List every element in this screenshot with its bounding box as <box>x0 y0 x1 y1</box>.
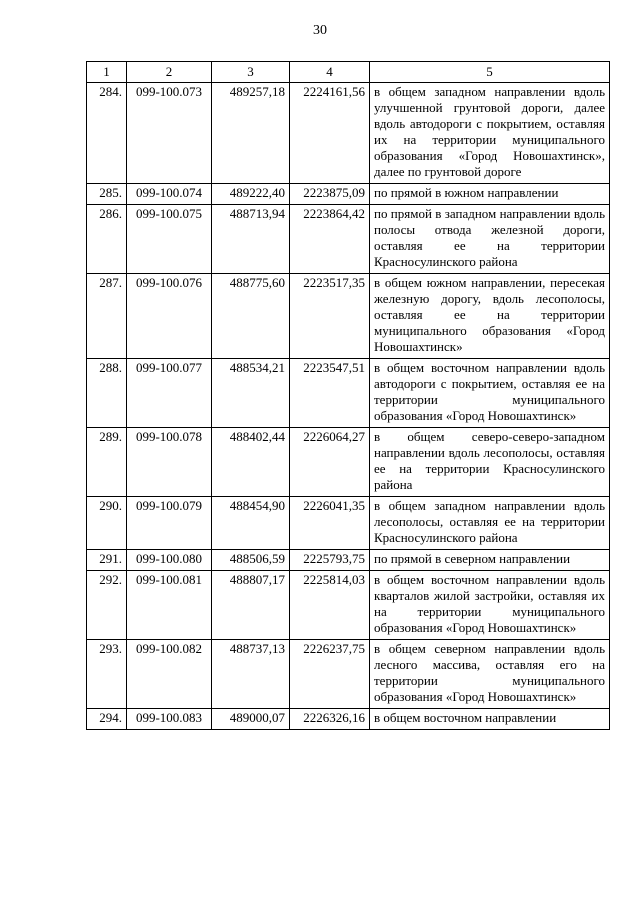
point-code: 099-100.074 <box>127 184 212 205</box>
coordinate-y: 2225793,75 <box>290 550 370 571</box>
table-row <box>87 83 610 184</box>
coordinate-y: 2226064,27 <box>290 428 370 497</box>
coordinate-x: 489222,40 <box>212 184 290 205</box>
boundary-description: по прямой в западном направлении вдоль полосы отвода железной дороги, оставляя ее на территории Красносулинского района <box>370 205 610 274</box>
coordinate-x: 489257,18 <box>212 83 290 184</box>
boundary-description: по прямой в северном направлении <box>370 550 610 571</box>
row-number: 284. <box>87 83 127 184</box>
row-number: 293. <box>87 640 127 709</box>
boundary-description: в общем восточном направлении вдоль кварталов жилой застройки, оставляя их на территории муниципального образования «Город Новошахтинск» <box>370 571 610 640</box>
column-header-3: 3 <box>212 62 290 83</box>
coordinate-x: 489000,07 <box>212 709 290 730</box>
coordinate-x: 488713,94 <box>212 205 290 274</box>
table-row <box>87 205 610 274</box>
point-code: 099-100.078 <box>127 428 212 497</box>
point-code: 099-100.083 <box>127 709 212 730</box>
column-header-2: 2 <box>127 62 212 83</box>
point-code: 099-100.075 <box>127 205 212 274</box>
row-number: 290. <box>87 497 127 550</box>
coordinate-x: 488402,44 <box>212 428 290 497</box>
row-number: 285. <box>87 184 127 205</box>
boundary-description: в общем западном направлении вдоль лесополосы, оставляя ее на территории Красносулинского района <box>370 497 610 550</box>
table-row <box>87 640 610 709</box>
row-number: 288. <box>87 359 127 428</box>
column-header-1: 1 <box>87 62 127 83</box>
coordinate-x: 488737,13 <box>212 640 290 709</box>
point-code: 099-100.080 <box>127 550 212 571</box>
boundary-description: в общем западном направлении вдоль улучшенной грунтовой дороги, далее вдоль автодороги с покрытием, оставляя их на территории муниципального образования «Город Новошахтинск», далее по грунтовой дороге <box>370 83 610 184</box>
coordinate-x: 488506,59 <box>212 550 290 571</box>
coordinate-y: 2223517,35 <box>290 274 370 359</box>
table-row <box>87 428 610 497</box>
table-row <box>87 571 610 640</box>
header-row <box>87 62 610 83</box>
boundary-description: в общем южном направлении, пересекая железную дорогу, вдоль лесополосы, оставляя ее на территории муниципального образования «Город Новошахтинск» <box>370 274 610 359</box>
coordinate-x: 488454,90 <box>212 497 290 550</box>
point-code: 099-100.081 <box>127 571 212 640</box>
boundary-description: в общем восточном направлении вдоль автодороги с покрытием, оставляя ее на территории муниципального образования «Город Новошахтинск» <box>370 359 610 428</box>
boundary-description: в общем северо-северо-западном направлении вдоль лесополосы, оставляя ее на территории Красносулинского района <box>370 428 610 497</box>
coordinate-x: 488775,60 <box>212 274 290 359</box>
point-code: 099-100.076 <box>127 274 212 359</box>
table-row <box>87 550 610 571</box>
table-row <box>87 359 610 428</box>
boundary-description: по прямой в южном направлении <box>370 184 610 205</box>
table-row <box>87 709 610 730</box>
row-number: 286. <box>87 205 127 274</box>
boundary-description: в общем северном направлении вдоль лесного массива, оставляя его на территории муниципального образования «Город Новошахтинск» <box>370 640 610 709</box>
row-number: 289. <box>87 428 127 497</box>
coordinate-y: 2225814,03 <box>290 571 370 640</box>
table-row <box>87 497 610 550</box>
coordinate-y: 2226041,35 <box>290 497 370 550</box>
column-header-4: 4 <box>290 62 370 83</box>
coordinate-y: 2223547,51 <box>290 359 370 428</box>
coordinate-x: 488807,17 <box>212 571 290 640</box>
point-code: 099-100.082 <box>127 640 212 709</box>
boundary-description: в общем восточном направлении <box>370 709 610 730</box>
table-row <box>87 274 610 359</box>
coordinate-y: 2223864,42 <box>290 205 370 274</box>
column-header-5: 5 <box>370 62 610 83</box>
coordinate-y: 2226326,16 <box>290 709 370 730</box>
point-code: 099-100.079 <box>127 497 212 550</box>
coordinate-y: 2224161,56 <box>290 83 370 184</box>
point-code: 099-100.073 <box>127 83 212 184</box>
page-number: 30 <box>313 23 327 38</box>
row-number: 291. <box>87 550 127 571</box>
point-code: 099-100.077 <box>127 359 212 428</box>
row-number: 292. <box>87 571 127 640</box>
row-number: 287. <box>87 274 127 359</box>
row-number: 294. <box>87 709 127 730</box>
table-row <box>87 184 610 205</box>
coordinate-y: 2223875,09 <box>290 184 370 205</box>
boundary-points-table <box>86 61 610 730</box>
coordinate-x: 488534,21 <box>212 359 290 428</box>
coordinate-y: 2226237,75 <box>290 640 370 709</box>
